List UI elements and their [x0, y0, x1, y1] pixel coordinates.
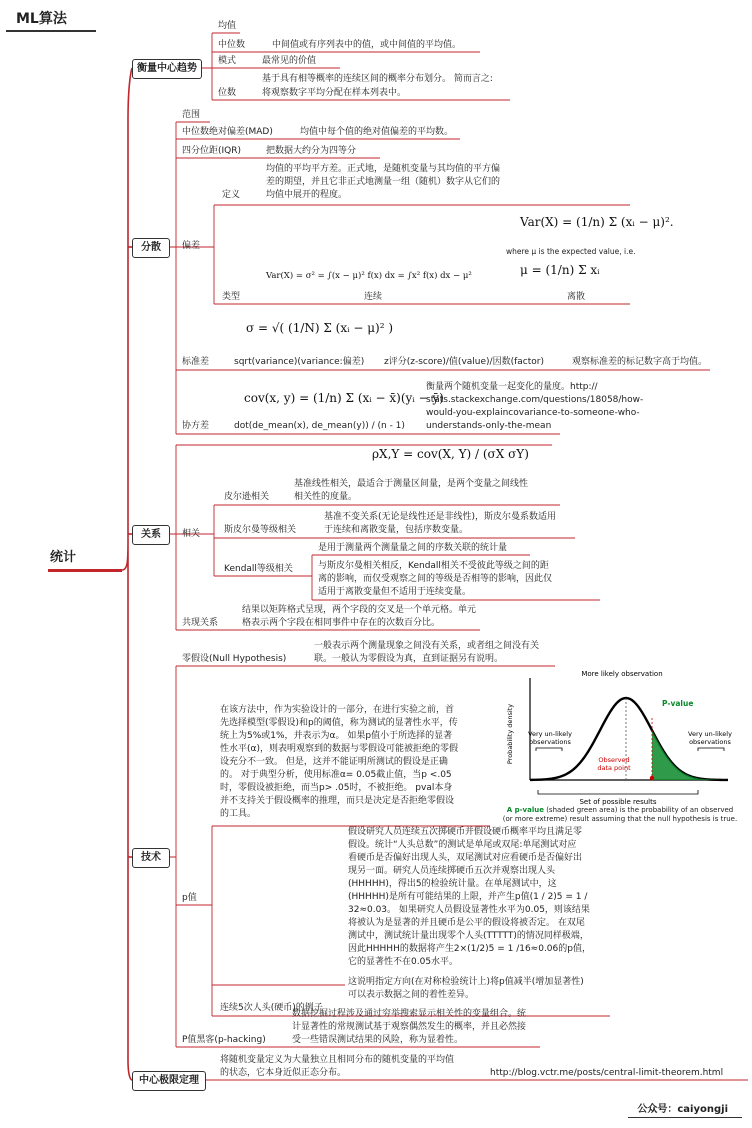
chart-right-label-1: Very un-likely — [688, 730, 732, 738]
technique-null-label: 零假设(Null Hypothesis) — [182, 654, 287, 664]
left-bracket — [536, 748, 562, 751]
technique-coin-label: 连续5次人头(硬币)的例子 — [220, 1003, 323, 1013]
p-desc-line: 设充分不一致。 但是，这并不能证明所测试的假设是正确 — [220, 757, 448, 767]
central-quantile-desc-2: 将观察数字平均分配在样本列表中。 — [262, 88, 407, 98]
dispersion-iqr-desc: 把数据大约分为四等分 — [266, 146, 357, 156]
dispersion-mad-label: 中位数绝对偏差(MAD) — [182, 127, 273, 137]
observed-dot — [650, 776, 654, 780]
result-bracket — [538, 790, 698, 794]
central-mean: 均值 — [218, 21, 237, 31]
covariance-note-4: understands-only-the-mean — [426, 421, 552, 431]
formula-covariance: cov(x, y) = (1/n) Σ (xᵢ − x̄)(yᵢ − ȳ) — [244, 391, 444, 405]
technique-phack-label: P值黑客(p-hacking) — [182, 1035, 266, 1045]
dispersion-def-desc-2: 差的期望，并且它非正式地测量一组（随机）数字从它们的 — [266, 177, 501, 187]
relation-kendall-desc-a: 是用于测量两个测量量之间的序数关联的统计量 — [318, 543, 508, 553]
relation-cooccurrence-desc-2: 格表示两个字段在相同事件中存在的次数百分比。 — [242, 618, 441, 628]
dispersion-continuous-label: 连续 — [364, 292, 383, 302]
coin-line: 假设研究人员连续五次掷硬币并假设硬币概率平均且满足零 — [348, 827, 583, 837]
dispersion-def-desc-1: 均值的平均平方差。正式地，是随机变量与其均值的平方偏 — [266, 164, 501, 174]
coin-line: (HHHHH)是所有可能结果的上限，并产生p值(1 / 2)5 = 1 / — [348, 892, 588, 902]
p-desc-line: 并不支持关于假设概率的推理，而只是决定是否拒绝零假设 — [220, 796, 455, 806]
page-title: ML算法 — [16, 11, 67, 27]
coin-line: 假设。统计“人头总数”的测试是单尾或双尾:单尾测试对应 — [348, 840, 577, 850]
chart-caption — [502, 806, 738, 824]
relation-correlation-label: 相关 — [182, 529, 201, 539]
dispersion-std-label: 标准差 — [182, 357, 210, 367]
relation-kendall-label: Kendall等级相关 — [224, 564, 293, 574]
relation-kendall-desc-b2: 离的影响，而仅受观察之间的等级是否相等的影响，因此仅 — [318, 574, 553, 584]
phack-line: 数据挖掘过程涉及通过穷举搜索显示相关性的变量组合。统 — [292, 1009, 527, 1019]
clt-desc-1: 将随机变量定义为大量独立且相同分布的随机变量的平均值 — [220, 1055, 455, 1065]
chart-observed-2: data point — [597, 764, 631, 772]
chart-xlabel: Set of possible results — [579, 798, 657, 806]
relation-cooccurrence-label: 共现关系 — [182, 618, 219, 628]
node-dispersion[interactable]: 分散 — [132, 238, 170, 258]
node-central-tendency[interactable]: 衡量中心趋势 — [132, 59, 202, 79]
relation-spearman-desc-1: 基准不变关系(无论是线性还是非线性)，斯皮尔曼系数适用 — [324, 512, 557, 522]
coin-line: (HHHHH)，得出5的检验统计量。在单尾测试中，这 — [348, 879, 557, 889]
dispersion-iqr-label: 四分位距(IQR) — [182, 146, 242, 156]
central-mode-label: 模式 — [218, 56, 237, 66]
technique-null-desc-1: 一般表示两个测量现象之间没有关系，或者组之间没有关 — [314, 641, 540, 651]
p-desc-line: 的。 对于典型分析，使用标准α= 0.05截止值，当p <.05 — [220, 770, 452, 780]
dispersion-def-label: 定义 — [222, 190, 241, 200]
p-desc-line: 性水平(α)，则表明观察到的数据与零假设可能被拒绝的零假 — [220, 744, 458, 754]
p-value-chart — [502, 668, 738, 826]
chart-pvalue-label: P-value — [662, 699, 694, 708]
relation-pearson-desc-1: 基准线性相关，最适合于测量区间量，是两个变量之间线性 — [294, 479, 529, 489]
dispersion-discrete-label: 离散 — [567, 292, 586, 302]
dispersion-def-desc-3: 均值中展开的程度。 — [266, 190, 348, 200]
relation-pearson-desc-2: 相关性的度量。 — [294, 492, 358, 502]
chart-caption-rest: (shaded green area) is the probability of an observed (or more extreme) result assuming that the null hypothesis is true. — [502, 806, 738, 823]
chart-caption-bold: A p-value — [506, 806, 544, 814]
relation-spearman-desc-2: 于连续和离散变量，包括序数变量。 — [324, 525, 469, 535]
chart-observed-1: Observed — [598, 756, 630, 764]
node-central-limit-theorem[interactable]: 中心极限定理 — [132, 1071, 206, 1091]
node-relation[interactable]: 关系 — [132, 525, 170, 545]
formula-variance-continuous: Var(X) = σ² = ∫(x − μ)² f(x) dx = ∫x² f(x) dx − μ² — [266, 271, 472, 281]
formula-mu-note: where μ is the expected value, i.e. — [506, 247, 636, 256]
central-quantile-desc-1: 基于具有相等概率的连续区间的概率分布划分。 简而言之: — [262, 74, 493, 84]
covariance-note-1: 衡量两个随机变量一起变化的量度。http:// — [426, 382, 598, 392]
relation-pearson-label: 皮尔逊相关 — [224, 492, 270, 502]
coin-line: 因此HHHHH的数据将产生2×(1/2)5 = 1 /16≈0.06的p值， — [348, 944, 591, 954]
central-quantile-label: 位数 — [218, 88, 237, 98]
dispersion-range: 范围 — [182, 110, 201, 120]
coin-line: 它的显著性不在0.05水平。 — [348, 957, 459, 967]
central-median-desc: 中间值或有序列表中的值，或中间值的平均值。 — [272, 40, 462, 50]
coin-line: 看硬币是否偏好出现人头，双尾测试对应看硬币是否偏好出 — [348, 853, 583, 863]
relation-cooccurrence-desc-1: 结果以矩阵格式呈现，两个字段的交叉是一个单元格。单元 — [242, 605, 477, 615]
phack-line: 计显著性的常规测试基于观察偶然发生的概率，并且必然接 — [292, 1022, 527, 1032]
p-desc-line: 先选择模型(零假设)和p的阈值，称为测试的显著性水平，传 — [220, 718, 458, 728]
covariance-label: 协方差 — [182, 421, 210, 431]
p-desc-line: 统上为5%或1%，并表示为α。 如果p值小于所选择的显著 — [220, 731, 453, 741]
covariance-desc: dot(de_mean(x), de_mean(y)) / (n - 1) — [234, 421, 405, 431]
technique-coin-note-1: 这说明指定方向(在对称检验统计上)将p值减半(增加显著性) — [348, 977, 584, 987]
chart-left-label-1: Very un-likely — [528, 730, 572, 738]
formula-mu: μ = (1/n) Σ xᵢ — [520, 263, 600, 277]
right-bracket — [698, 748, 724, 751]
footer-credit: 公众号：caiyongji — [637, 1104, 728, 1115]
formula-rho: ρX,Y = cov(X, Y) / (σX σY) — [372, 447, 529, 461]
dispersion-variance-label: 偏差 — [182, 241, 201, 251]
footer-underline — [628, 1117, 742, 1118]
chart-right-label-2: observations — [689, 738, 731, 746]
clt-link[interactable]: http://blog.vctr.me/posts/central-limit-theorem.html — [490, 1068, 724, 1078]
technique-p-label: p值 — [182, 893, 197, 903]
technique-coin-note-2: 可以表示数据之间的着性差异。 — [348, 990, 475, 1000]
formula-std: σ = √( (1/N) Σ (xᵢ − μ)² ) — [246, 321, 394, 335]
root-node[interactable]: 统计 — [50, 550, 77, 565]
coin-line: 现另一面。研究人员连续掷硬币五次并观察出现人头 — [348, 866, 556, 876]
chart-left-label-2: observations — [529, 738, 571, 746]
title-underline — [6, 30, 96, 32]
relation-kendall-desc-b3: 适用于离散变量但不适用于连续变量。 — [318, 587, 472, 597]
covariance-note-2: stats.stackexchange.com/questions/18058/how- — [426, 395, 644, 405]
dispersion-type-label: 类型 — [222, 292, 241, 302]
central-median-label: 中位数 — [218, 40, 246, 50]
dispersion-std-desc: sqrt(variance)(variance:偏差) — [234, 357, 365, 367]
coin-line: 32≈0.03。 如果研究人员假设显著性水平为0.05，则该结果 — [348, 905, 590, 915]
p-desc-line: 在该方法中，作为实验设计的一部分，在进行实验之前，首 — [220, 705, 455, 715]
dispersion-zscore-label: z评分(z-score)/值(value)/因数(factor) — [384, 357, 544, 367]
relation-kendall-desc-b1: 与斯皮尔曼相关相反，Kendall相关不受彼此等级之间的距 — [318, 561, 549, 571]
central-mode-desc: 最常见的价值 — [262, 56, 317, 66]
coin-line: 测试中，测试统计量出现零个人头(TTTTT)的情况同样极端， — [348, 931, 589, 941]
p-desc-line: 时，零假设被拒绝，而当p> .05时，不被拒绝。 pval本身 — [220, 783, 453, 793]
dispersion-mad-desc: 均值中每个值的绝对值偏差的平均数。 — [300, 127, 454, 137]
coin-line: 将被认为是显著的并且硬币是公平的假设将被否定。 在双尾 — [348, 918, 585, 928]
node-technique[interactable]: 技术 — [132, 848, 170, 868]
covariance-note-3: would-you-explaincovariance-to-someone-who- — [426, 408, 640, 418]
chart-top-label: More likely observation — [581, 670, 663, 678]
technique-null-desc-2: 联。一般认为零假设为真，直到证据另有说明。 — [314, 654, 504, 664]
root-underline — [48, 569, 122, 572]
dispersion-zscore-desc: 观察标准差的标记数字高于均值。 — [572, 357, 708, 367]
p-desc-line: 的工具。 — [220, 809, 257, 819]
chart-ylabel: Probability density — [506, 703, 514, 765]
formula-variance-discrete: Var(X) = (1/n) Σ (xᵢ − μ)². — [520, 215, 674, 229]
relation-spearman-label: 斯皮尔曼等级相关 — [224, 525, 297, 535]
clt-desc-2: 的状态，它本身近似正态分布。 — [220, 1068, 347, 1078]
phack-line: 受一些错误测试结果的风险，称为显着性。 — [292, 1035, 464, 1045]
